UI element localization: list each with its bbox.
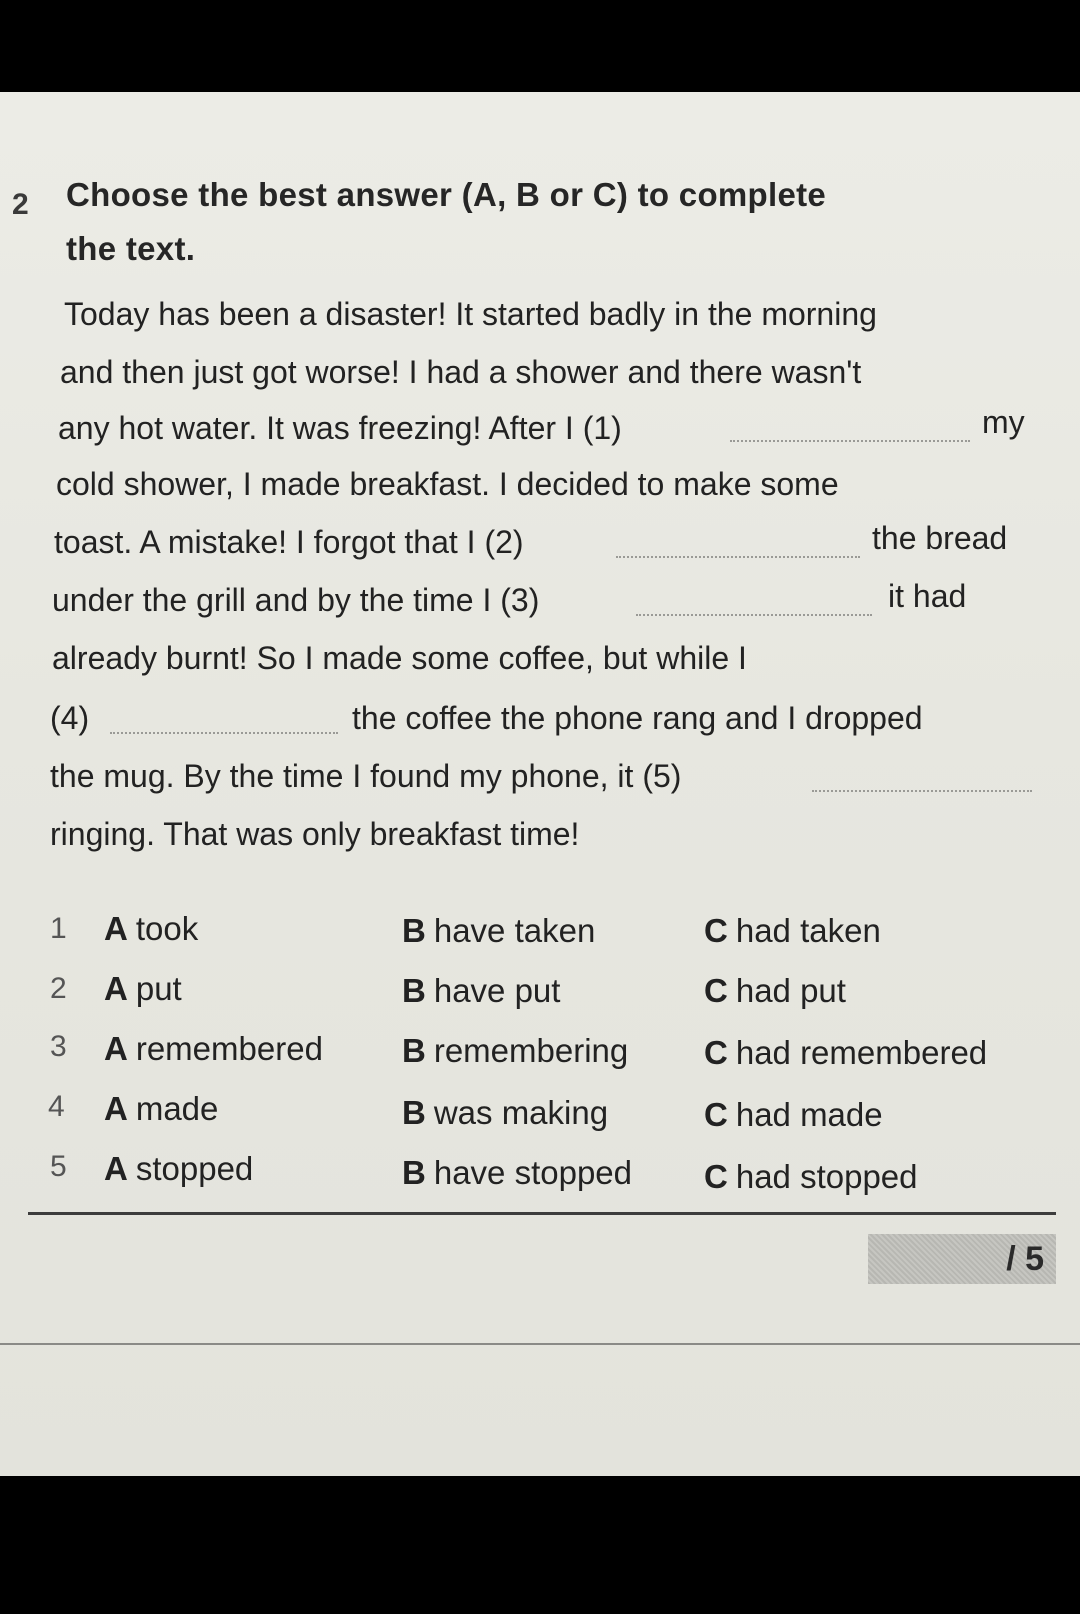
- option-letter: A: [104, 970, 128, 1007]
- option-4a[interactable]: [104, 1090, 218, 1128]
- option-letter: A: [104, 910, 128, 947]
- option-text: was making: [433, 1094, 609, 1131]
- option-text: have stopped: [433, 1154, 633, 1191]
- option-letter: B: [402, 1032, 426, 1069]
- option-5b[interactable]: [402, 1154, 632, 1192]
- question-number: 2: [50, 972, 67, 1005]
- option-letter: C: [704, 912, 728, 949]
- question-number: 4: [48, 1090, 65, 1123]
- passage-line-7: already burnt! So I made some coffee, but while I: [52, 640, 747, 676]
- option-text: took: [135, 910, 199, 947]
- option-1b[interactable]: [402, 912, 595, 950]
- option-letter: A: [104, 1030, 128, 1067]
- answer-blank-1[interactable]: [730, 440, 970, 442]
- option-4c[interactable]: [704, 1096, 883, 1134]
- option-text: stopped: [135, 1150, 254, 1187]
- answer-blank-5[interactable]: [812, 790, 1032, 792]
- option-letter: C: [704, 1034, 728, 1071]
- passage-line-1: Today has been a disaster! It started badly in the morning: [64, 296, 877, 332]
- option-text: had made: [735, 1096, 883, 1133]
- option-letter: B: [402, 1094, 426, 1131]
- question-number: 1: [50, 912, 67, 945]
- option-text: remembering: [433, 1032, 629, 1069]
- passage-line-6: under the grill and by the time I (3): [52, 582, 540, 618]
- question-number: 3: [50, 1030, 67, 1063]
- option-3b[interactable]: [402, 1032, 628, 1070]
- option-letter: C: [704, 972, 728, 1009]
- option-text: have taken: [433, 912, 596, 949]
- option-letter: A: [104, 1090, 128, 1127]
- score-box: [868, 1234, 1056, 1284]
- option-text: had stopped: [735, 1158, 918, 1195]
- option-text: had remembered: [735, 1034, 988, 1071]
- instruction-line-2: the text.: [66, 230, 196, 267]
- answer-blank-3[interactable]: [636, 614, 872, 616]
- section-divider: [28, 1212, 1056, 1215]
- option-letter: C: [704, 1096, 728, 1133]
- answer-blank-2[interactable]: [616, 556, 860, 558]
- passage-line-2: and then just got worse! I had a shower and there wasn't: [60, 354, 862, 390]
- score-total: / 5: [1006, 1240, 1044, 1278]
- exercise-number: 2: [12, 188, 29, 221]
- option-2b[interactable]: [402, 972, 560, 1010]
- passage-line-3-end: my: [982, 404, 1025, 440]
- passage-line-5: toast. A mistake! I forgot that I (2): [54, 524, 524, 560]
- option-text: put: [135, 970, 182, 1007]
- answer-blank-4[interactable]: [110, 732, 338, 734]
- passage-line-6-end: it had: [888, 578, 967, 614]
- option-1a[interactable]: [104, 910, 198, 948]
- option-letter: B: [402, 912, 426, 949]
- option-4b[interactable]: [402, 1094, 608, 1132]
- passage-line-8: the coffee the phone rang and I dropped: [352, 700, 923, 736]
- passage-line-10: ringing. That was only breakfast time!: [50, 816, 580, 852]
- passage-line-4: cold shower, I made breakfast. I decided to make some: [56, 466, 839, 502]
- option-text: had taken: [735, 912, 881, 949]
- option-5c[interactable]: [704, 1158, 918, 1196]
- passage-line-3: any hot water. It was freezing! After I (1): [58, 410, 622, 446]
- option-2a[interactable]: [104, 970, 182, 1008]
- passage-line-8-start: (4): [50, 700, 90, 736]
- option-2c[interactable]: [704, 972, 846, 1010]
- option-text: had put: [735, 972, 846, 1009]
- option-letter: C: [704, 1158, 728, 1195]
- option-1c[interactable]: [704, 912, 881, 950]
- option-3c[interactable]: [704, 1034, 987, 1072]
- option-5a[interactable]: [104, 1150, 253, 1188]
- option-letter: B: [402, 1154, 426, 1191]
- option-text: have put: [433, 972, 561, 1009]
- passage-line-5-end: the bread: [872, 520, 1008, 556]
- option-text: made: [135, 1090, 219, 1127]
- option-letter: A: [104, 1150, 128, 1187]
- question-number: 5: [50, 1150, 67, 1183]
- option-text: remembered: [135, 1030, 323, 1067]
- option-letter: B: [402, 972, 426, 1009]
- instruction-line-1: Choose the best answer (A, B or C) to complete: [66, 176, 827, 213]
- page-divider: [0, 1343, 1080, 1345]
- option-3a[interactable]: [104, 1030, 323, 1068]
- passage-line-9: the mug. By the time I found my phone, it (5): [50, 758, 682, 794]
